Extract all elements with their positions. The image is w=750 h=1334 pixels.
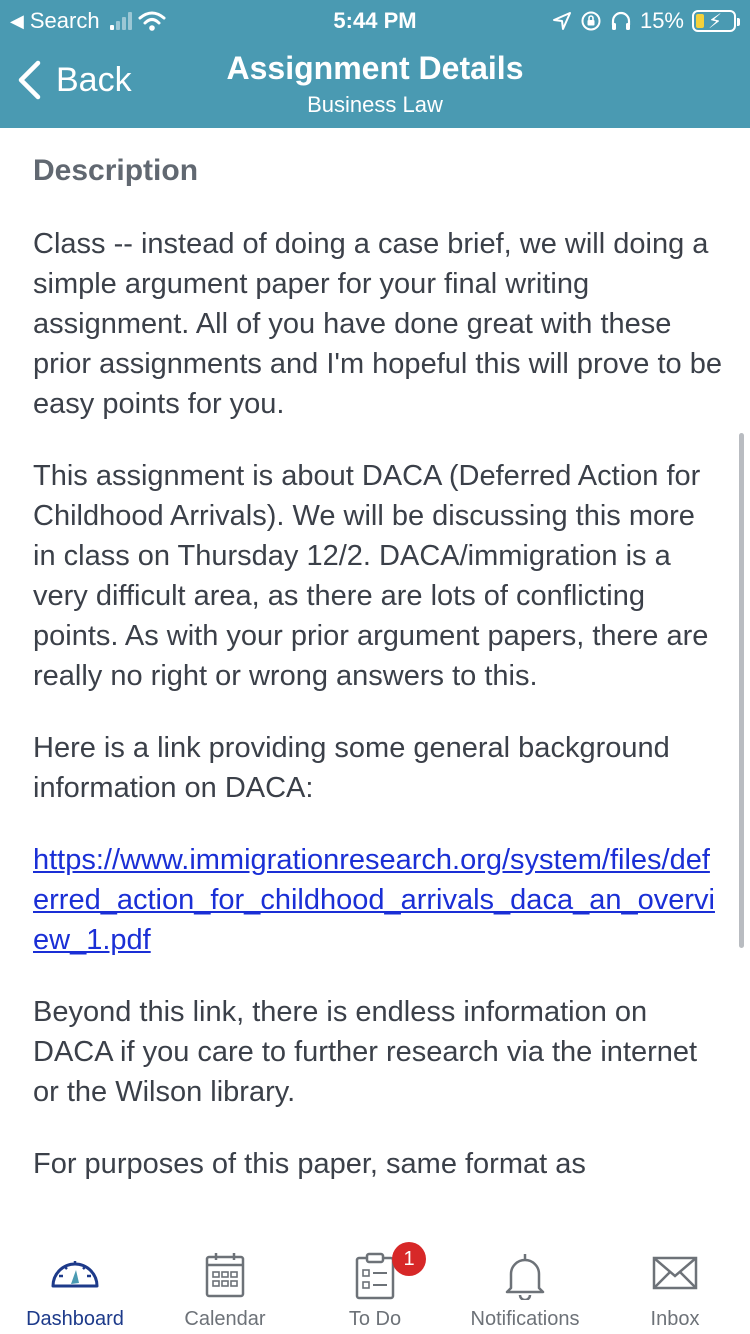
battery-percent: 15% (639, 8, 684, 33)
scrollbar[interactable] (739, 433, 744, 948)
tab-dashboard[interactable] (0, 1238, 150, 1334)
clipboard-icon (355, 1252, 395, 1300)
description-heading: Description (33, 154, 199, 187)
description-paragraph: This assignment is about DACA (Deferred Action for Childhood Arrivals). We will be discussing this more in class on Thursday 12/2. DACA/immigration is a very difficult area, as there are lots of conflicting points. As with your prior argument papers, there are really no right or wrong answers to this. (33, 460, 709, 692)
back-triangle-icon: ◀ (10, 10, 24, 31)
page-subtitle: Business Law (307, 92, 443, 117)
status-bar (0, 0, 750, 40)
description-paragraph: Beyond this link, there is endless information on DACA if you care to further research via the internet or the Wilson library. (33, 996, 698, 1108)
rotation-lock-icon (580, 10, 602, 32)
description-paragraph: Here is a link providing some general background information on DACA: (33, 732, 670, 804)
header (0, 0, 750, 128)
location-icon (552, 11, 572, 31)
tab-bar (0, 1238, 750, 1334)
bell-icon (503, 1252, 547, 1300)
gauge-icon (49, 1252, 101, 1292)
back-label: Back (56, 60, 132, 99)
tab-label: Inbox (650, 1308, 700, 1330)
calendar-icon (205, 1252, 245, 1298)
status-back-app-label: Search (29, 8, 100, 33)
tab-label: Dashboard (26, 1308, 124, 1330)
description-paragraph: For purposes of this paper, same format as (33, 1148, 586, 1180)
tab-todo[interactable] (300, 1238, 450, 1334)
description-link-paragraph (33, 840, 723, 960)
envelope-icon (651, 1252, 699, 1292)
todo-badge: 1 (392, 1242, 426, 1276)
tab-label: Calendar (184, 1308, 266, 1330)
tab-inbox[interactable] (600, 1238, 750, 1334)
daca-overview-link[interactable]: https://www.immigrationresearch.org/system/files/deferred_action_for_childhood_arrivals_daca_an_overview_1.pdf (33, 844, 715, 956)
description-body (33, 224, 723, 1216)
page-title: Assignment Details (226, 50, 524, 86)
assignment-content[interactable] (0, 128, 750, 1238)
tab-label: To Do (348, 1308, 402, 1330)
tab-calendar[interactable] (150, 1238, 300, 1334)
headphones-icon (610, 10, 632, 32)
tab-label: Notifications (470, 1308, 580, 1330)
status-time: 5:44 PM (333, 8, 417, 33)
tab-notifications[interactable] (450, 1238, 600, 1334)
battery-icon: ⚡ (692, 10, 736, 32)
description-paragraph: Class -- instead of doing a case brief, we will doing a simple argument paper for your final writing assignment. All of you have done great with these prior assignments and I'm hopeful this will prove to be easy points for you. (33, 228, 722, 420)
status-right-icons (552, 8, 736, 34)
